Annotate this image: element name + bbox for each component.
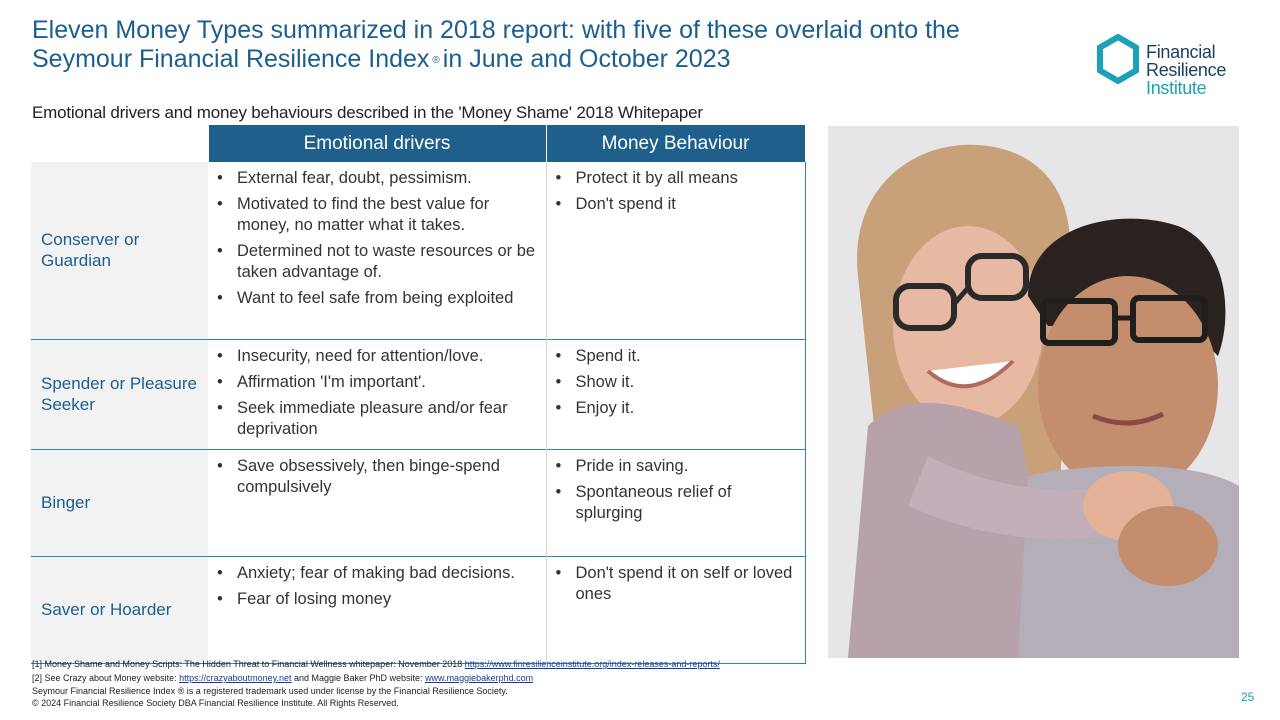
behaviour-cell [546,339,805,449]
list-item: • Don't spend it [555,194,801,215]
list-item: • Anxiety; fear of making bad decisions. [216,563,542,584]
header-emotional-drivers: Emotional drivers [208,125,546,162]
footnote-2 [32,673,533,684]
list-item: • Pride in saving. [555,456,801,477]
page-number: 25 [1241,690,1255,704]
table-subtitle: Emotional drivers and money behaviours described in the 'Money Shame' 2018 Whitepaper [32,103,703,122]
two-smiling-women-photo-icon [828,126,1239,658]
list-item: • Don't spend it on self or loved ones [555,563,801,605]
list-item: • Insecurity, need for attention/love. [216,346,542,367]
crazy-about-money-link[interactable]: https://crazyaboutmoney.net [179,673,292,683]
title-line-2-end: in June and October 2023 [442,45,731,73]
footnote-1 [32,659,720,670]
registered-mark: ® [432,54,440,66]
logo-line-2: Resilience [1146,60,1227,80]
row-label-binger: Binger [31,449,208,556]
trademark-notice: Seymour Financial Resilience Index ® is a registered trademark used under license by the Financial Resilience Society. [32,686,508,696]
row-label-conserver: Conserver or Guardian [31,162,208,339]
drivers-cell [208,162,546,339]
behaviour-cell [546,449,805,556]
money-types-table [31,125,806,664]
header-blank-cell [31,125,208,162]
table-row [31,339,805,449]
drivers-cell [208,556,546,663]
behaviour-cell [546,556,805,663]
table-row [31,556,805,663]
list-item: • Want to feel safe from being exploited [216,288,542,309]
header-money-behaviour: Money Behaviour [546,125,805,162]
two-women-photo [828,126,1239,658]
list-item: • External fear, doubt, pessimism. [216,168,542,189]
table-row [31,449,805,556]
list-item: • Fear of losing money [216,589,542,610]
maggie-baker-link[interactable]: www.maggiebakerphd.com [425,673,534,683]
list-item: • Affirmation 'I'm important'. [216,372,542,393]
list-item: • Enjoy it. [555,398,801,419]
logo-line-1: Financial [1146,42,1216,62]
behaviour-cell [546,162,805,339]
footnote-2-text: [2] See Crazy about Money website: [32,673,180,683]
footnote-1-text: [1] Money Shame and Money Scripts: The Hidden Threat to Financial Wellness whitepaper: November 2018 [32,659,465,669]
logo-line-3: Institute [1146,78,1207,98]
copyright-notice: © 2024 Financial Resilience Society DBA Financial Resilience Institute. All Rights Reserved. [32,698,399,708]
table-header-row [31,125,805,162]
row-label-spender: Spender or Pleasure Seeker [31,339,208,449]
list-item: • Spend it. [555,346,801,367]
list-item: • Show it. [555,372,801,393]
slide-title [32,16,1072,75]
drivers-cell [208,449,546,556]
fri-logo [1096,34,1246,98]
list-item: • Seek immediate pleasure and/or fear deprivation [216,398,542,440]
list-item: • Determined not to waste resources or be taken advantage of. [216,241,542,283]
list-item: • Protect it by all means [555,168,801,189]
list-item: • Motivated to find the best value for money, no matter what it takes. [216,194,542,236]
footnote-2-mid: and Maggie Baker PhD website: [291,673,426,683]
table-row [31,162,805,339]
title-line-2-start: Seymour Financial Resilience Index [32,45,430,73]
footnote-1-link[interactable]: https://www.finresilienceinstitute.org/index-releases-and-reports/ [464,659,720,669]
list-item: • Spontaneous relief of splurging [555,482,801,524]
title-line-1: Eleven Money Types summarized in 2018 report: with five of these overlaid onto the [32,16,960,44]
drivers-cell [208,339,546,449]
row-label-saver: Saver or Hoarder [31,556,208,663]
hexagon-logo-icon [1096,34,1140,84]
list-item: • Save obsessively, then binge-spend compulsively [216,456,542,498]
title-line-2 [32,45,1072,75]
